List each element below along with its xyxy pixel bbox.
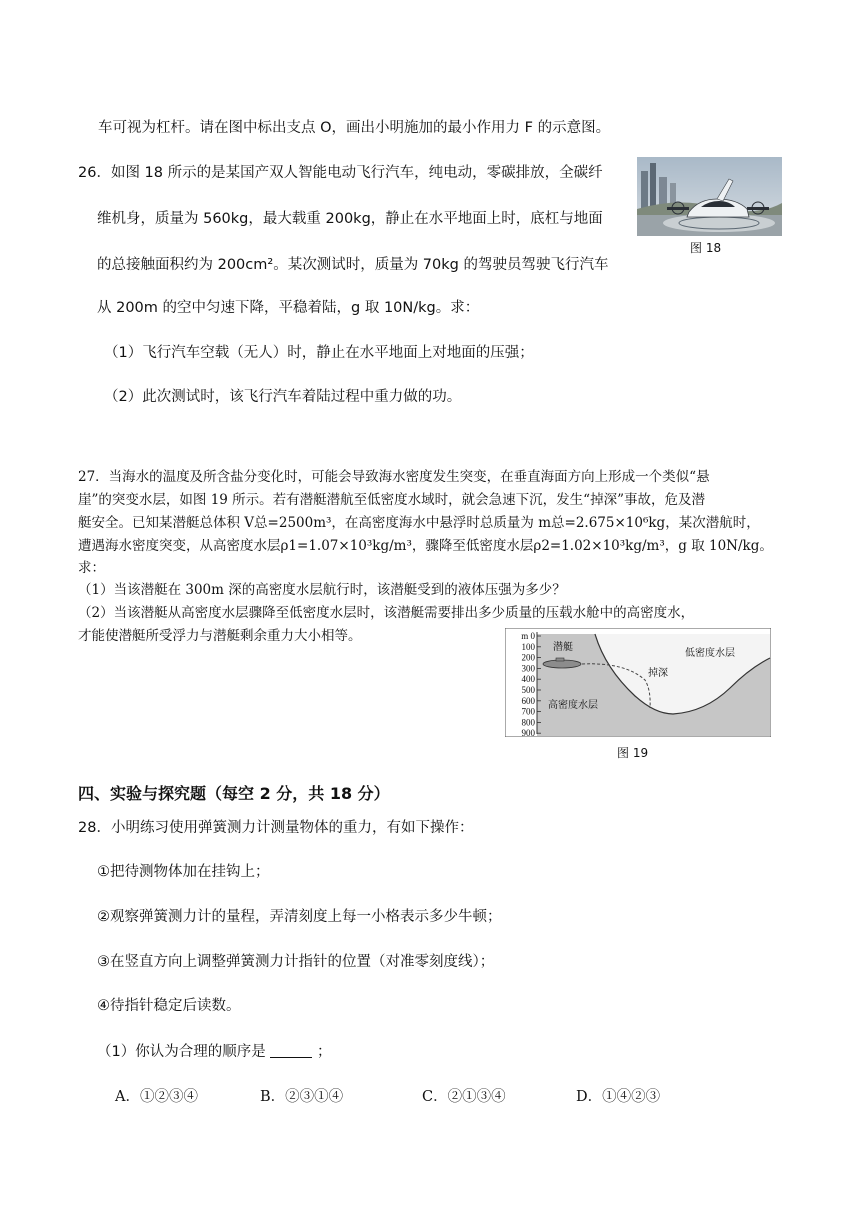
q26-line-2: 维机身，质量为 560kg，最大载重 200kg，静止在水平地面上时，底杠与地面 bbox=[97, 211, 603, 227]
q27-line-1: 27．当海水的温度及所含盐分变化时，可能会导致海水密度发生突变，在垂直海面方向上形成一个类似“悬 bbox=[78, 469, 710, 485]
q28-step-3: ③在竖直方向上调整弹簧测力计指针的位置（对准零刻度线）； bbox=[97, 954, 495, 970]
q27-line-5: 求： bbox=[78, 560, 105, 576]
flying-car-photo bbox=[637, 157, 782, 236]
submarine-label: 潜艇 bbox=[553, 642, 573, 653]
q28-subquestion-1 bbox=[97, 1042, 331, 1062]
q27-line-2: 崖”的突变水层，如图 19 所示。若有潜艇潜航至低密度水域时，就会急速下沉，发生“掉深”事故，危及潜 bbox=[78, 492, 705, 508]
q26-line-1: 26．如图 18 所示的是某国产双人智能电动飞行汽车，纯电动，零碳排放，全碳纤 bbox=[78, 165, 603, 181]
q27-subquestion-2b: 才能使潜艇所受浮力与潜艇剩余重力大小相等。 bbox=[78, 628, 362, 644]
figure-19-caption: 图 19 bbox=[617, 746, 649, 760]
q28-subquestion-1-suffix: ； bbox=[316, 1044, 332, 1060]
depth-tick-label: m 0 bbox=[521, 631, 535, 641]
q26-line-4: 从 200m 的空中匀速下降，平稳着陆，g 取 10N/kg。求： bbox=[97, 300, 480, 316]
option-c[interactable]: C．②①③④ bbox=[422, 1089, 506, 1105]
depth-tick-label: 200 bbox=[521, 652, 535, 663]
q28-subquestion-1-prefix: （1）你认为合理的顺序是 bbox=[97, 1044, 266, 1060]
option-d[interactable]: D．①④②③ bbox=[576, 1089, 661, 1105]
depth-tick-label: 800 bbox=[521, 717, 535, 728]
drop-label: 掉深 bbox=[648, 668, 668, 679]
q27-subquestion-2a: （2）当该潜艇从高密度水层骤降至低密度水层时，该潜艇需要排出多少质量的压载水舱中的高密度水， bbox=[78, 605, 695, 621]
depth-tick-label: 300 bbox=[521, 663, 535, 674]
depth-tick-label: 900 bbox=[521, 728, 535, 737]
high-density-label: 高密度水层 bbox=[548, 700, 598, 711]
depth-tick-label: 500 bbox=[521, 685, 535, 695]
depth-tick-label: 600 bbox=[521, 695, 535, 706]
depth-tick-label: 100 bbox=[521, 641, 535, 652]
q28-step-2: ②观察弹簧测力计的量程，弄清刻度上每一小格表示多少牛顿； bbox=[97, 909, 502, 925]
option-b[interactable]: B．②③①④ bbox=[260, 1089, 344, 1105]
figure-18-caption: 图 18 bbox=[690, 241, 722, 255]
q26-subquestion-1: （1）飞行汽车空载（无人）时，静止在水平地面上对地面的压强； bbox=[104, 345, 534, 361]
section-4-heading: 四、实验与探究题（每空 2 分，共 18 分） bbox=[78, 784, 390, 803]
q28-step-1: ①把待测物体加在挂钩上； bbox=[97, 864, 270, 880]
answer-blank[interactable] bbox=[270, 1043, 312, 1058]
q27-subquestion-1: （1）当该潜艇在 300m 深的高密度水层航行时，该潜艇受到的液体压强为多少？ bbox=[78, 582, 566, 598]
q28-step-4: ④待指针稳定后读数。 bbox=[97, 998, 241, 1014]
q25-tail-text: 车可视为杠杆。请在图中标出支点 O，画出小明施加的最小作用力 F 的示意图。 bbox=[98, 120, 611, 136]
option-a[interactable]: A．①②③④ bbox=[115, 1089, 198, 1105]
q27-line-4: 遭遇海水密度突变，从高密度水层ρ1=1.07×10³kg/m³，骤降至低密度水层ρ2=1.02×10³kg/m³，g 取 10N/kg。 bbox=[78, 538, 773, 554]
q26-subquestion-2: （2）此次测试时，该飞行汽车着陆过程中重力做的功。 bbox=[104, 389, 462, 405]
low-density-label: 低密度水层 bbox=[685, 648, 735, 659]
q26-line-3: 的总接触面积约为 200cm²。某次测试时，质量为 70kg 的驾驶员驾驶飞行汽车 bbox=[97, 257, 609, 273]
q27-line-3: 艇安全。已知某潜艇总体积 V总=2500m³，在高密度海水中悬浮时总质量为 m总=2.675×10⁶kg，某次潜航时， bbox=[78, 515, 760, 531]
q28-intro: 28．小明练习使用弹簧测力计测量物体的重力，有如下操作： bbox=[78, 820, 474, 836]
seawater-density-diagram bbox=[505, 628, 771, 737]
depth-tick-labels bbox=[521, 631, 535, 737]
depth-tick-label: 700 bbox=[521, 706, 535, 717]
depth-tick-label: 400 bbox=[521, 674, 535, 685]
